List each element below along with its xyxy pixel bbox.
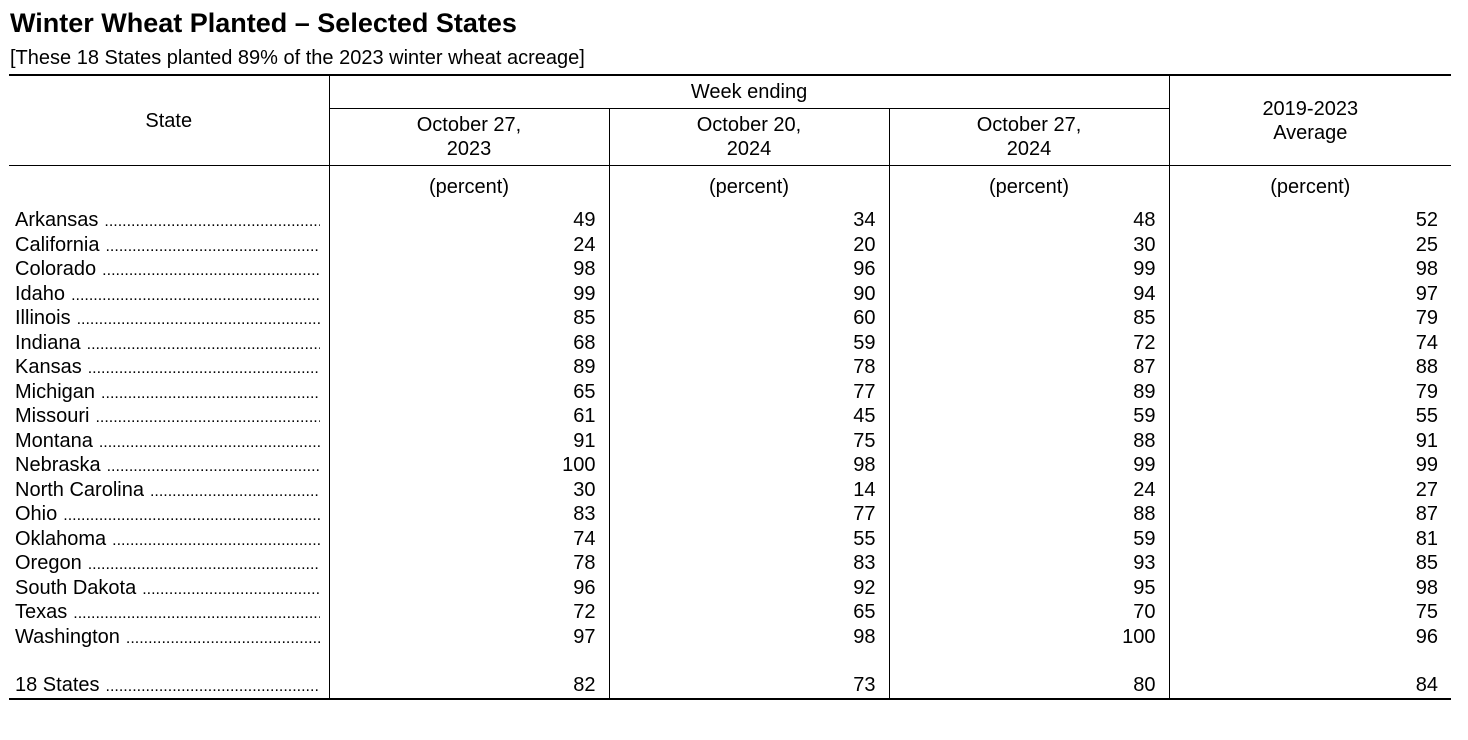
value-cell-v2: 14 xyxy=(609,478,889,503)
value-cell-v2: 77 xyxy=(609,380,889,405)
value-cell-v2: 60 xyxy=(609,306,889,331)
dot-leader xyxy=(87,335,320,355)
state-name: Oregon xyxy=(15,552,82,574)
dot-leader xyxy=(150,482,320,502)
dot-leader xyxy=(107,457,320,477)
unit-empty xyxy=(9,166,329,209)
value-cell-v1: 24 xyxy=(329,233,609,258)
dot-leader xyxy=(101,384,320,404)
value-cell-v2: 73 xyxy=(609,673,889,699)
spacer-cell xyxy=(609,649,889,673)
header-col2-line2: 2024 xyxy=(726,138,772,160)
value-cell-v2: 83 xyxy=(609,551,889,576)
header-col1-line2: 2023 xyxy=(446,138,492,160)
state-name: Indiana xyxy=(15,331,81,354)
value-cell-v3: 48 xyxy=(889,208,1169,233)
state-cell xyxy=(9,404,329,429)
dot-leader xyxy=(126,629,320,649)
value-cell-v1: 72 xyxy=(329,600,609,625)
value-cell-v2: 90 xyxy=(609,282,889,307)
value-cell-v1: 83 xyxy=(329,502,609,527)
table-row xyxy=(9,331,1451,356)
average-value-cell: 55 xyxy=(1169,404,1451,429)
value-cell-v3: 100 xyxy=(889,625,1169,650)
table-row xyxy=(9,208,1451,233)
dot-leader xyxy=(95,408,320,428)
value-cell-v1: 99 xyxy=(329,282,609,307)
average-value-cell: 87 xyxy=(1169,502,1451,527)
header-col3-line2: 2024 xyxy=(1006,138,1052,160)
average-value-cell: 85 xyxy=(1169,551,1451,576)
state-cell xyxy=(9,502,329,527)
average-value-cell: 79 xyxy=(1169,306,1451,331)
value-cell-v1: 98 xyxy=(329,257,609,282)
state-name: North Carolina xyxy=(15,478,144,501)
value-cell-v3: 87 xyxy=(889,355,1169,380)
state-name: Arkansas xyxy=(15,209,99,231)
state-cell xyxy=(9,380,329,405)
page-subtitle: [These 18 States planted 89% of the 2023 winter wheat acreage] xyxy=(10,47,585,69)
value-cell-v3: 24 xyxy=(889,478,1169,503)
state-cell xyxy=(9,208,329,233)
spacer-row xyxy=(9,649,1451,673)
state-cell xyxy=(9,600,329,625)
header-average-line1: 2019-2023 xyxy=(1262,97,1359,120)
unit-row xyxy=(9,166,1451,209)
value-cell-v3: 93 xyxy=(889,551,1169,576)
table-row xyxy=(9,257,1451,282)
state-name: Washington xyxy=(15,625,120,648)
table-row xyxy=(9,306,1451,331)
header-col3-line1: October 27, xyxy=(976,114,1082,136)
average-value-cell: 98 xyxy=(1169,576,1451,601)
value-cell-v1: 74 xyxy=(329,527,609,552)
value-cell-v1: 61 xyxy=(329,404,609,429)
state-cell xyxy=(9,673,329,699)
value-cell-v2: 92 xyxy=(609,576,889,601)
average-value-cell: 98 xyxy=(1169,257,1451,282)
state-cell xyxy=(9,282,329,307)
table-row xyxy=(9,600,1451,625)
page-title: Winter Wheat Planted – Selected States xyxy=(10,8,517,38)
value-cell-v3: 30 xyxy=(889,233,1169,258)
header-week-ending: Week ending xyxy=(329,75,1169,109)
value-cell-v1: 100 xyxy=(329,453,609,478)
table-header xyxy=(9,75,1451,166)
state-cell xyxy=(9,527,329,552)
value-cell-v2: 98 xyxy=(609,453,889,478)
state-name: Nebraska xyxy=(15,454,101,476)
state-name: Illinois xyxy=(15,307,71,329)
value-cell-v1: 30 xyxy=(329,478,609,503)
dot-leader xyxy=(77,310,320,330)
value-cell-v2: 55 xyxy=(609,527,889,552)
dot-leader xyxy=(63,506,320,526)
value-cell-v1: 65 xyxy=(329,380,609,405)
value-cell-v3: 70 xyxy=(889,600,1169,625)
value-cell-v1: 49 xyxy=(329,208,609,233)
state-name: South Dakota xyxy=(15,576,137,599)
header-col2-line1: October 20, xyxy=(696,114,802,136)
average-value-cell: 97 xyxy=(1169,282,1451,307)
state-name: Texas xyxy=(15,601,68,623)
value-cell-v2: 65 xyxy=(609,600,889,625)
table-row xyxy=(9,429,1451,454)
state-name: Kansas xyxy=(15,356,82,378)
table-row xyxy=(9,625,1451,650)
dot-leader xyxy=(73,604,320,624)
state-cell xyxy=(9,429,329,454)
header-state: State xyxy=(9,75,329,166)
value-cell-v2: 20 xyxy=(609,233,889,258)
table-row xyxy=(9,453,1451,478)
state-cell xyxy=(9,306,329,331)
value-cell-v2: 75 xyxy=(609,429,889,454)
average-value-cell: 88 xyxy=(1169,355,1451,380)
value-cell-v3: 89 xyxy=(889,380,1169,405)
table-row xyxy=(9,576,1451,601)
dot-leader xyxy=(102,261,320,281)
spacer-cell xyxy=(1169,649,1451,673)
table-row xyxy=(9,282,1451,307)
average-value-cell: 84 xyxy=(1169,673,1451,699)
dot-leader xyxy=(71,286,320,306)
value-cell-v1: 97 xyxy=(329,625,609,650)
value-cell-v1: 85 xyxy=(329,306,609,331)
table-row xyxy=(9,404,1451,429)
average-value-cell: 96 xyxy=(1169,625,1451,650)
state-name: Idaho xyxy=(15,282,66,305)
state-cell xyxy=(9,233,329,258)
average-value-cell: 99 xyxy=(1169,453,1451,478)
spacer-cell xyxy=(329,649,609,673)
average-value-cell: 52 xyxy=(1169,208,1451,233)
spacer-cell xyxy=(9,649,329,673)
value-cell-v3: 94 xyxy=(889,282,1169,307)
value-cell-v1: 78 xyxy=(329,551,609,576)
state-cell xyxy=(9,331,329,356)
dot-leader xyxy=(104,212,320,232)
table-row xyxy=(9,355,1451,380)
unit-label: (percent) xyxy=(609,166,889,209)
value-cell-v3: 59 xyxy=(889,404,1169,429)
state-name: California xyxy=(15,233,100,256)
state-cell xyxy=(9,478,329,503)
table-row xyxy=(9,551,1451,576)
value-cell-v1: 91 xyxy=(329,429,609,454)
table-row xyxy=(9,502,1451,527)
state-name: Oklahoma xyxy=(15,527,107,550)
value-cell-v3: 99 xyxy=(889,453,1169,478)
state-name: Michigan xyxy=(15,380,96,403)
state-name: Missouri xyxy=(15,405,90,427)
header-col-oct20-2024 xyxy=(609,109,889,166)
state-name: 18 States xyxy=(15,674,100,696)
value-cell-v2: 45 xyxy=(609,404,889,429)
dot-leader xyxy=(112,531,320,551)
state-cell xyxy=(9,257,329,282)
state-cell xyxy=(9,625,329,650)
spacer-cell xyxy=(889,649,1169,673)
value-cell-v1: 68 xyxy=(329,331,609,356)
header-col-oct27-2023 xyxy=(329,109,609,166)
value-cell-v3: 88 xyxy=(889,429,1169,454)
table-row xyxy=(9,478,1451,503)
header-col1-line1: October 27, xyxy=(416,114,522,136)
state-cell xyxy=(9,355,329,380)
average-value-cell: 81 xyxy=(1169,527,1451,552)
dot-leader xyxy=(88,555,320,575)
dot-leader xyxy=(106,677,320,697)
unit-label: (percent) xyxy=(329,166,609,209)
value-cell-v3: 80 xyxy=(889,673,1169,699)
state-name: Montana xyxy=(15,429,93,452)
table-row xyxy=(9,233,1451,258)
average-value-cell: 91 xyxy=(1169,429,1451,454)
value-cell-v2: 98 xyxy=(609,625,889,650)
state-cell xyxy=(9,551,329,576)
value-cell-v2: 78 xyxy=(609,355,889,380)
value-cell-v3: 95 xyxy=(889,576,1169,601)
average-value-cell: 27 xyxy=(1169,478,1451,503)
dot-leader xyxy=(142,580,320,600)
dot-leader xyxy=(99,433,320,453)
table-row xyxy=(9,527,1451,552)
value-cell-v2: 59 xyxy=(609,331,889,356)
value-cell-v1: 96 xyxy=(329,576,609,601)
unit-label: (percent) xyxy=(889,166,1169,209)
value-cell-v3: 88 xyxy=(889,502,1169,527)
table-body xyxy=(9,166,1451,699)
value-cell-v2: 77 xyxy=(609,502,889,527)
value-cell-v1: 82 xyxy=(329,673,609,699)
header-average-line2: Average xyxy=(1273,121,1348,144)
header-average xyxy=(1169,75,1451,166)
state-cell xyxy=(9,576,329,601)
state-name: Ohio xyxy=(15,503,58,525)
value-cell-v3: 72 xyxy=(889,331,1169,356)
value-cell-v3: 59 xyxy=(889,527,1169,552)
average-value-cell: 75 xyxy=(1169,600,1451,625)
average-value-cell: 25 xyxy=(1169,233,1451,258)
header-col-oct27-2024 xyxy=(889,109,1169,166)
average-value-cell: 74 xyxy=(1169,331,1451,356)
table-row xyxy=(9,380,1451,405)
winter-wheat-table xyxy=(9,74,1451,700)
value-cell-v1: 89 xyxy=(329,355,609,380)
state-cell xyxy=(9,453,329,478)
value-cell-v2: 96 xyxy=(609,257,889,282)
dot-leader xyxy=(88,359,320,379)
average-value-cell: 79 xyxy=(1169,380,1451,405)
unit-label: (percent) xyxy=(1169,166,1451,209)
value-cell-v2: 34 xyxy=(609,208,889,233)
value-cell-v3: 99 xyxy=(889,257,1169,282)
dot-leader xyxy=(105,237,320,257)
total-row xyxy=(9,673,1451,699)
value-cell-v3: 85 xyxy=(889,306,1169,331)
state-name: Colorado xyxy=(15,258,97,280)
